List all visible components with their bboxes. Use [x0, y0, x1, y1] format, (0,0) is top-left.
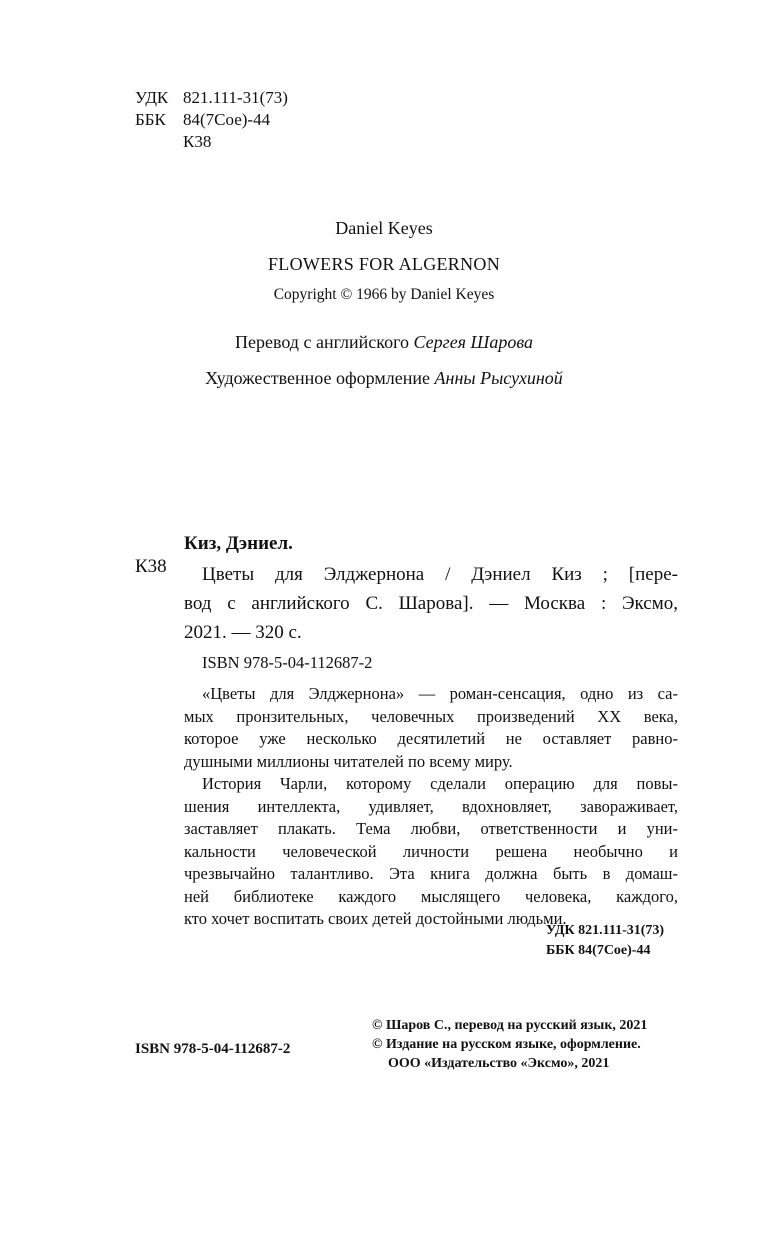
footer-copyright-2: © Издание на русском языке, оформление.: [372, 1037, 641, 1052]
annotation-line: которое уже несколько десятилетий не оставляет равно-: [184, 729, 678, 748]
annotation-line: «Цветы для Элджернона» — роман-сенсация, одно из са-: [202, 684, 678, 703]
annotation-line: мых пронзительных, человечных произведений XX века,: [184, 706, 678, 726]
annotation-line: шения интеллекта, удивляет, вдохновляет, завораживает,: [184, 796, 678, 816]
annotation-line: чрезвычайно талантливо. Эта книга должна быть в домаш-: [184, 864, 678, 883]
entry-isbn: ISBN 978-5-04-112687-2: [202, 653, 373, 672]
entry-text-1: Цветы для Элджернона / Дэниел Киз ; [пере-: [202, 564, 678, 585]
original-author: Daniel Keyes: [335, 218, 433, 238]
original-title: FLOWERS FOR ALGERNON: [267, 254, 501, 274]
bbk-value: 84(7Сое)-44: [183, 110, 271, 129]
entry-mark: К38: [135, 556, 167, 577]
annotation-line: кто хочет воспитать своих детей достойными людьми.: [184, 909, 567, 928]
annotation-line: История Чарли, которому сделали операцию для повы-: [202, 774, 678, 793]
entry-line-2: [184, 588, 678, 619]
annotation-paragraph-1: [184, 683, 678, 773]
bottom-bbk: ББК 84(7Сое)-44: [546, 943, 651, 958]
footer-copyright-1: © Шаров С., перевод на русский язык, 2021: [372, 1018, 648, 1033]
annotation-line: кальности человеческой личности решена необычно и: [184, 841, 678, 861]
entry-line-1: [202, 559, 678, 590]
author-mark: К38: [183, 132, 212, 151]
annotation-line: заставляет плакать. Тема любви, ответственности и уни-: [184, 819, 678, 838]
annotation: [184, 683, 678, 931]
designer-name: Анны Рысухиной: [434, 368, 563, 388]
bbk-label: ББК: [135, 110, 166, 129]
design-credit: [0, 368, 768, 389]
bottom-udk: УДК 821.111-31(73): [546, 923, 665, 938]
entry-line-3: 2021. — 320 с.: [184, 622, 302, 643]
footer-isbn: ISBN 978-5-04-112687-2: [135, 1041, 291, 1057]
translation-credit: [0, 332, 768, 353]
translator-name: Сергея Шарова: [413, 332, 534, 352]
footer-copyright-3: ООО «Издательство «Эксмо», 2021: [388, 1056, 610, 1071]
annotation-line: ней библиотеке каждого мыслящего человека, каждого,: [184, 886, 678, 906]
annotation-paragraph-2: [184, 773, 678, 931]
udk-value: 821.111-31(73): [183, 88, 288, 107]
design-prefix: Художественное оформление: [205, 368, 431, 388]
original-copyright: Copyright © 1966 by Daniel Keyes: [273, 286, 495, 303]
entry-heading: Киз, Дэниел.: [184, 533, 293, 554]
entry-text-2: вод с английского С. Шарова]. — Москва : Эксмо,: [184, 593, 678, 614]
translation-prefix: Перевод с английского: [234, 332, 410, 352]
annotation-line: душными миллионы читателей по всему миру.: [184, 751, 513, 771]
udk-label: УДК: [135, 88, 169, 107]
